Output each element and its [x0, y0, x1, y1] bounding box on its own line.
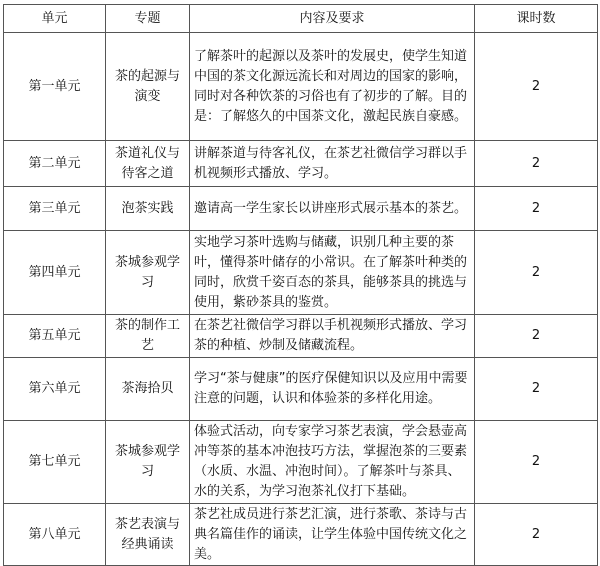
cell-unit: 第六单元 — [4, 358, 106, 421]
cell-topic: 茶的制作工艺 — [106, 315, 190, 358]
cell-unit: 第七单元 — [4, 421, 106, 504]
table-row — [4, 33, 598, 141]
cell-unit: 第四单元 — [4, 231, 106, 315]
cell-content: 讲解茶道与待客礼仪，在茶艺社微信学习群以手机视频形式播放、学习。 — [190, 141, 475, 187]
cell-unit: 第一单元 — [4, 33, 106, 141]
header-hours: 课时数 — [475, 5, 598, 33]
cell-hours: 2 — [475, 33, 598, 141]
cell-hours: 2 — [475, 358, 598, 421]
header-topic: 专题 — [106, 5, 190, 33]
cell-topic: 茶的起源与演变 — [106, 33, 190, 141]
cell-unit: 第三单元 — [4, 187, 106, 231]
cell-unit: 第五单元 — [4, 315, 106, 358]
cell-hours: 2 — [475, 187, 598, 231]
table-row — [4, 315, 598, 358]
cell-topic: 茶海拾贝 — [106, 358, 190, 421]
table-header-row — [4, 5, 598, 33]
table-row — [4, 421, 598, 504]
header-content: 内容及要求 — [190, 5, 475, 33]
cell-topic: 茶艺表演与经典诵读 — [106, 504, 190, 566]
cell-hours: 2 — [475, 231, 598, 315]
table-row — [4, 358, 598, 421]
cell-hours: 2 — [475, 315, 598, 358]
cell-topic: 泡茶实践 — [106, 187, 190, 231]
cell-hours: 2 — [475, 421, 598, 504]
cell-topic: 茶城参观学习 — [106, 231, 190, 315]
cell-hours: 2 — [475, 141, 598, 187]
table-row — [4, 504, 598, 566]
header-unit: 单元 — [4, 5, 106, 33]
course-table — [3, 4, 598, 566]
cell-unit: 第二单元 — [4, 141, 106, 187]
cell-content: 在茶艺社微信学习群以手机视频形式播放、学习茶的种植、炒制及储藏流程。 — [190, 315, 475, 358]
cell-content: 学习“茶与健康”的医疗保健知识以及应用中需要注意的问题，认识和体验茶的多样化用途。 — [190, 358, 475, 421]
table-row — [4, 187, 598, 231]
cell-content: 了解茶叶的起源以及茶叶的发展史，使学生知道中国的茶文化源远流长和对周边的国家的影响，同时对各种饮茶的习俗也有了初步的了解。目的是：了解悠久的中国茶文化，激起民族自豪感。 — [190, 33, 475, 141]
cell-content: 邀请高一学生家长以讲座形式展示基本的茶艺。 — [190, 187, 475, 231]
cell-content: 实地学习茶叶选购与储藏，识别几种主要的茶叶，懂得茶叶储存的小常识。在了解茶叶种类的同时，欣赏千姿百态的茶具，能够茶具的挑选与使用，紫砂茶具的鉴赏。 — [190, 231, 475, 315]
table-row — [4, 231, 598, 315]
cell-content: 体验式活动，向专家学习茶艺表演，学会悬壶高冲等茶的基本冲泡技巧方法，掌握泡茶的三要素（水质、水温、冲泡时间）。了解茶叶与茶具、水的关系，为学习泡茶礼仪打下基础。 — [190, 421, 475, 504]
cell-topic: 茶城参观学习 — [106, 421, 190, 504]
cell-topic: 茶道礼仪与待客之道 — [106, 141, 190, 187]
table-row — [4, 141, 598, 187]
cell-hours: 2 — [475, 504, 598, 566]
cell-unit: 第八单元 — [4, 504, 106, 566]
cell-content: 茶艺社成员进行茶艺汇演，进行茶歌、茶诗与古典名篇佳作的诵读，让学生体验中国传统文化之美。 — [190, 504, 475, 566]
